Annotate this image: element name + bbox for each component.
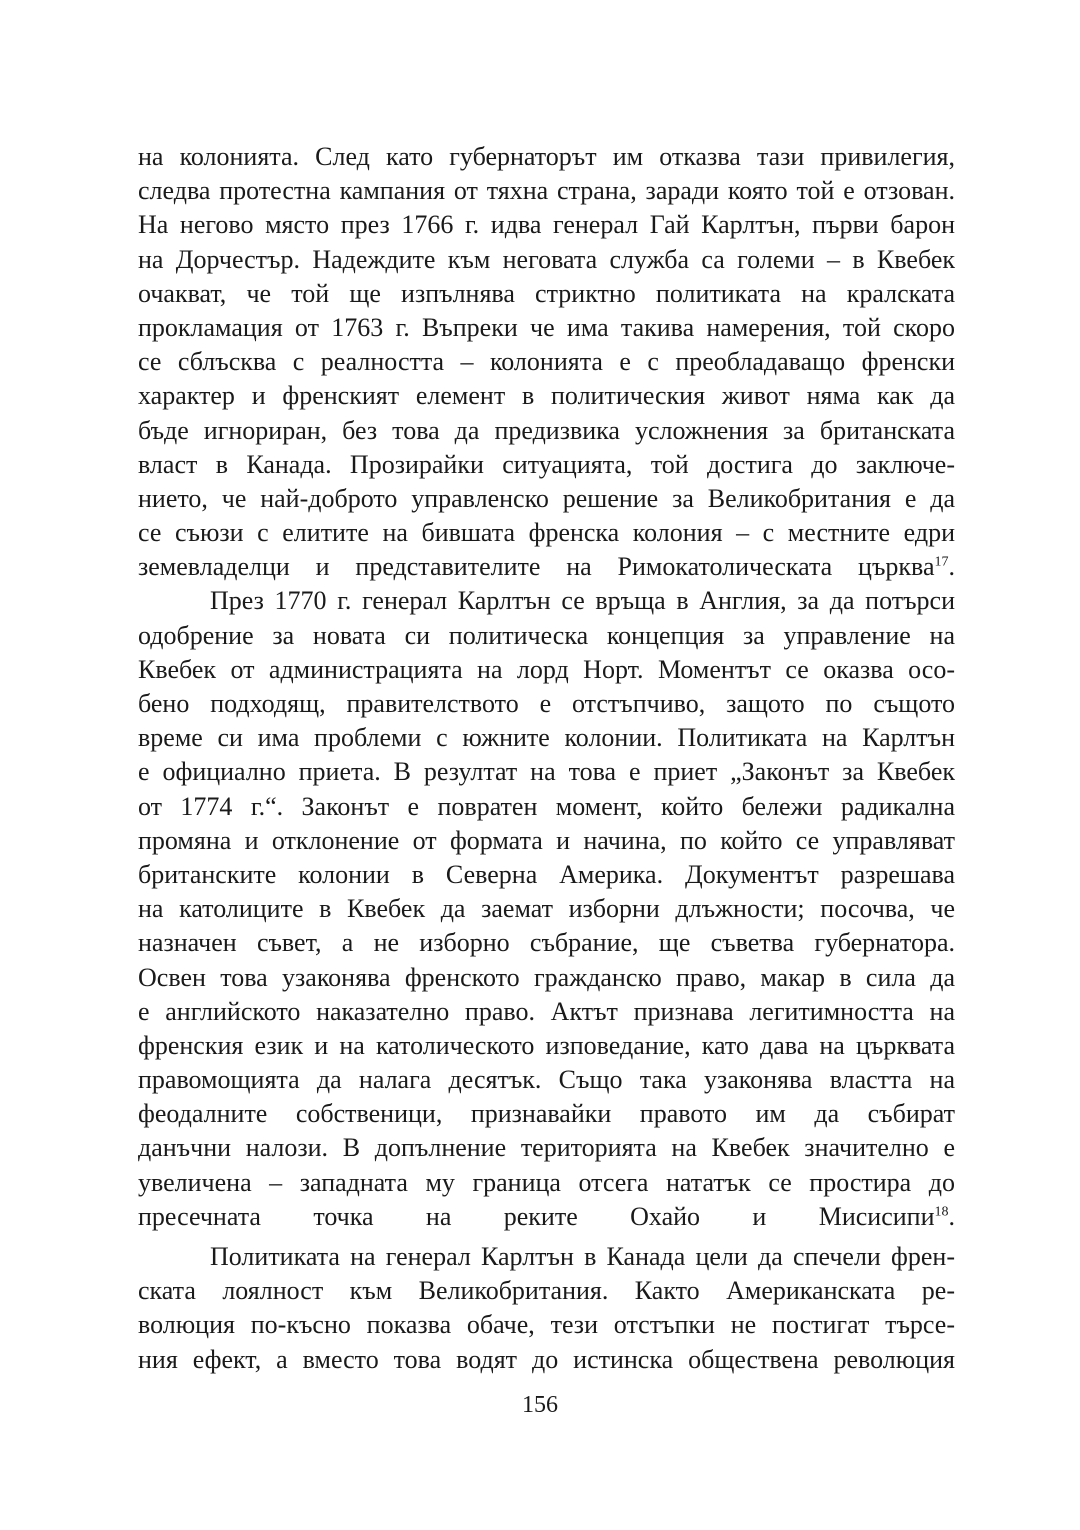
- text-line: очакват, че той ще изпълнява стриктно политиката на кралската: [138, 278, 955, 308]
- text-line: одобрение за новата си политическа концепция за управление на: [138, 620, 955, 650]
- text-line: френския език и на католическото изповедание, като дава на църквата: [138, 1030, 955, 1060]
- text-line: На негово място през 1766 г. идва генерал Гай Карлтън, първи барон: [138, 210, 955, 240]
- text-line: власт в Канада. Прозирайки ситуацията, той достига до заключе-: [138, 449, 955, 479]
- text-line-last: [138, 1200, 955, 1234]
- text-line: се съюзи с елитите на бившата френска колония – с местните едри: [138, 518, 955, 548]
- text-line: е английското наказателно право. Актът признава легитимността на: [138, 996, 955, 1026]
- text-line: на католиците в Квебек да заемат изборни длъжности; посочва, че: [138, 894, 955, 924]
- text-line-indented: Политиката на генерал Карлтън в Канада цели да спечели френ-: [210, 1242, 955, 1271]
- text-line: характер и френският елемент в политическия живот няма как да: [138, 381, 955, 411]
- text-line: нието, че най-доброто управленско решение за Великобритания е да: [138, 483, 955, 513]
- paragraph-1: [138, 140, 955, 584]
- text-line-indented: През 1770 г. генерал Карлтън се връща в Англия, за да потърси: [210, 586, 955, 616]
- text-line: правомощията да налага десятък. Също така узаконява властта на: [138, 1065, 955, 1095]
- text-line: волюция по-късно показва обаче, тези отстъпки не постигат търсе-: [138, 1310, 955, 1340]
- text-line: се сблъсква с реалността – колонията е с преобладаващо френски: [138, 347, 955, 377]
- footnote-ref-17[interactable]: 17: [934, 554, 949, 570]
- text-line: данъчни налози. В допълнение територията на Квебек значително е: [138, 1133, 955, 1163]
- text-line: феодалните собственици, признавайки правото им да събират: [138, 1099, 955, 1129]
- text-line: Освен това узаконява френското гражданско право, макар в сила да: [138, 962, 955, 992]
- text-line: ния ефект, а вместо това водят до истинска обществена революция: [138, 1344, 955, 1374]
- text-line-last: [138, 550, 955, 584]
- text-line: промяна и отклонение от формата и начина, по който се управляват: [138, 825, 955, 855]
- text-line: на колонията. След като губернаторът им отказва тази привилегия,: [138, 142, 955, 171]
- text-line: време си има проблеми с южните колонии. Политиката на Карлтън: [138, 723, 955, 753]
- paragraph-2: [138, 584, 955, 1234]
- last-line-text: земевладелци и представителите на Римокатолическата църква: [138, 552, 935, 582]
- paragraph-3: [138, 1240, 955, 1377]
- text-line: е официално приета. В резултат на това е приет „Законът за Квебек: [138, 757, 955, 787]
- text-line: на Дорчестър. Надеждите към неговата служба са големи – в Квебек: [138, 244, 955, 274]
- footnote-ref-18[interactable]: 18: [934, 1204, 949, 1220]
- last-line-text: пресечната точка на реките Охайо и Мисисипи: [138, 1201, 935, 1231]
- text-line: увеличена – западната му граница отсега нататък се простира до: [138, 1167, 955, 1197]
- text-line: назначен съвет, а не изборно събрание, ще съветва губернатора.: [138, 928, 955, 958]
- text-line: бъде игнориран, без това да предизвика усложнения за британската: [138, 415, 955, 445]
- text-line: от 1774 г.“. Законът е повратен момент, който бележи радикална: [138, 791, 955, 821]
- sentence-end: .: [948, 1201, 955, 1231]
- text-line: прокламация от 1763 г. Въпреки че има такива намерения, той скоро: [138, 312, 955, 342]
- text-line: бено подходящ, правителството е отстъпчиво, защото по същото: [138, 689, 955, 718]
- sentence-end: .: [948, 552, 955, 582]
- text-line: Квебек от администрацията на лорд Норт. Моментът се оказва осо-: [138, 654, 955, 684]
- text-line: следва протестна кампания от тяхна страна, заради която той е отзован.: [138, 176, 955, 206]
- page-number: 156: [522, 1392, 558, 1418]
- text-line: британските колонии в Северна Америка. Документът разрешава: [138, 859, 955, 889]
- page-body: [138, 140, 955, 1377]
- text-line: ската лоялност към Великобритания. Както Американската ре-: [138, 1276, 955, 1306]
